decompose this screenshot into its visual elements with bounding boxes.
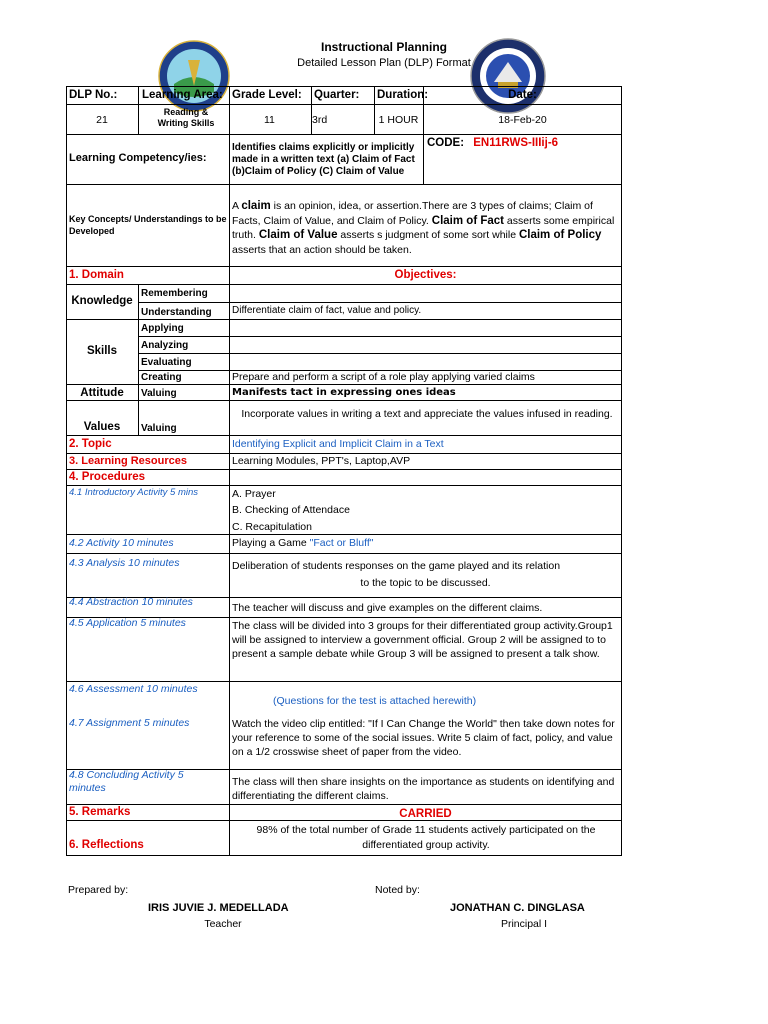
activity-text: Playing a Game "Fact or Bluff" (232, 537, 374, 549)
analysis-label: 4.3 Analysis 10 minutes (69, 557, 180, 569)
date-value: 18-Feb-20 (498, 114, 547, 126)
resources-label: 3. Learning Resources (69, 455, 187, 467)
assessment-label: 4.6 Assessment 10 minutes (69, 683, 198, 695)
application-text: The class will be divided into 3 groups for their differentiated group activity.Group1 will be assigned to interview a government official. Group 2 will be assigned to to present a sample debate while Group 3 will be assigned to present a talk show. (232, 620, 613, 660)
prepared-by-role: Teacher (204, 918, 242, 930)
page-subtitle: Detailed Lesson Plan (DLP) Format (297, 57, 471, 69)
concluding-label: 4.8 Concluding Activity 5 minutes (69, 769, 184, 794)
code-label: CODE: EN11RWS-IIIij-6 (427, 137, 559, 149)
dlp-label: DLP No.: (69, 89, 118, 101)
values-label: Values (83, 421, 121, 433)
resources-value: Learning Modules, PPT's, Laptop,AVP (232, 455, 411, 467)
concepts-text: A claim is an opinion, idea, or assertion.There are 3 types of claims; Claim of Facts, Claim of Value, and Claim of Policy. Claim of Fact asserts some empirical truth. Claim of Value asserts s judgment of some sort while Claim of Policy asserts that an action should be taken. (232, 200, 615, 256)
noted-by-label: Noted by: (375, 884, 420, 896)
page-title: Instructional Planning (320, 40, 447, 54)
concepts-label: Key Concepts/ Understandings to be Developed (69, 214, 227, 236)
attitude-label: Attitude (80, 387, 124, 399)
valuing-values-label: Valuing (141, 423, 177, 434)
understanding-label: Understanding (141, 307, 212, 318)
understanding-objective: Differentiate claim of fact, value and policy. (232, 305, 422, 316)
topic-value: Identifying Explicit and Implicit Claim in a Text (232, 438, 444, 450)
grade-label: Grade Level: (232, 89, 302, 101)
analysis-line-2: to the topic to be discussed. (360, 577, 491, 589)
assignment-label: 4.7 Assignment 5 minutes (69, 717, 190, 729)
activity-label: 4.2 Activity 10 minutes (69, 537, 174, 549)
area-label: Learning Area: (142, 89, 223, 101)
abstraction-label: 4.4 Abstraction 10 minutes (69, 596, 193, 608)
competency-label: Learning Competency/ies: (69, 152, 207, 164)
values-objective: Incorporate values in writing a text and appreciate the values infused in reading. (241, 408, 613, 420)
knowledge-label: Knowledge (71, 295, 133, 307)
remarks-label: 5. Remarks (69, 806, 131, 818)
domain-label: 1. Domain (69, 269, 124, 281)
noted-by-name: JONATHAN C. DINGLASA (450, 902, 585, 914)
assignment-text: Watch the video clip entitled: "If I Can Change the World" then take down notes for your reference to some of the social issues. Write 5 claim of fact, policy, and value on a 1/2 crosswise sheet of paper from the video. (232, 718, 615, 758)
remarks-value: CARRIED (399, 808, 452, 820)
creating-label: Creating (141, 372, 182, 383)
code-value: EN11RWS-IIIij-6 (473, 137, 559, 149)
lesson-plan-table (66, 86, 622, 856)
area-value: Reading & Writing Skills (157, 107, 215, 128)
intro-label: 4.1 Introductory Activity 5 mins (69, 487, 199, 498)
duration-label: Duration: (377, 89, 429, 101)
analysis-line-1: Deliberation of students responses on the game played and its relation (232, 560, 561, 572)
remembering-label: Remembering (141, 288, 208, 299)
procedures-label: 4. Procedures (69, 471, 146, 483)
valuing-attitude-label: Valuing (141, 388, 177, 399)
competency-text: Identifies claims explicitly or implicitly made in a written text (a) Claim of Fact (b)Claim of Policy (C) Claim of Value (232, 142, 415, 177)
analyzing-label: Analyzing (141, 340, 189, 351)
date-label: Date: (508, 89, 537, 101)
applying-label: Applying (141, 323, 184, 334)
duration-value: 1 HOUR (378, 114, 419, 126)
prepared-by-label: Prepared by: (68, 884, 129, 896)
creating-objective: Prepare and perform a script of a role play applying varied claims (232, 371, 535, 383)
intro-item-c: C. Recapitulation (232, 521, 312, 533)
application-label: 4.5 Application 5 minutes (69, 617, 186, 629)
quarter-value: 3rd (312, 114, 328, 126)
assessment-text: (Questions for the test is attached herewith) (273, 695, 477, 707)
objectives-label: Objectives: (394, 269, 457, 281)
noted-by-role: Principal I (500, 918, 548, 930)
reflections-value: 98% of the total number of Grade 11 students actively participated on the differentiated group activity. (256, 824, 596, 851)
skills-label: Skills (86, 345, 118, 357)
dlp-value: 21 (96, 114, 108, 126)
intro-item-b: B. Checking of Attendace (232, 504, 350, 516)
reflections-label: 6. Reflections (69, 839, 144, 851)
concluding-text: The class will then share insights on the importance as students on identifying and differentiating the different claims. (232, 776, 615, 802)
evaluating-label: Evaluating (141, 357, 192, 368)
quarter-label: Quarter: (314, 89, 360, 101)
attitude-objective: Manifests tact in expressing ones ideas (232, 387, 456, 398)
grade-value: 11 (264, 114, 275, 126)
topic-label: 2. Topic (69, 438, 112, 450)
prepared-by-name: IRIS JUVIE J. MEDELLADA (148, 902, 289, 914)
intro-item-a: A. Prayer (232, 488, 276, 500)
abstraction-text: The teacher will discuss and give examples on the different claims. (232, 602, 543, 614)
